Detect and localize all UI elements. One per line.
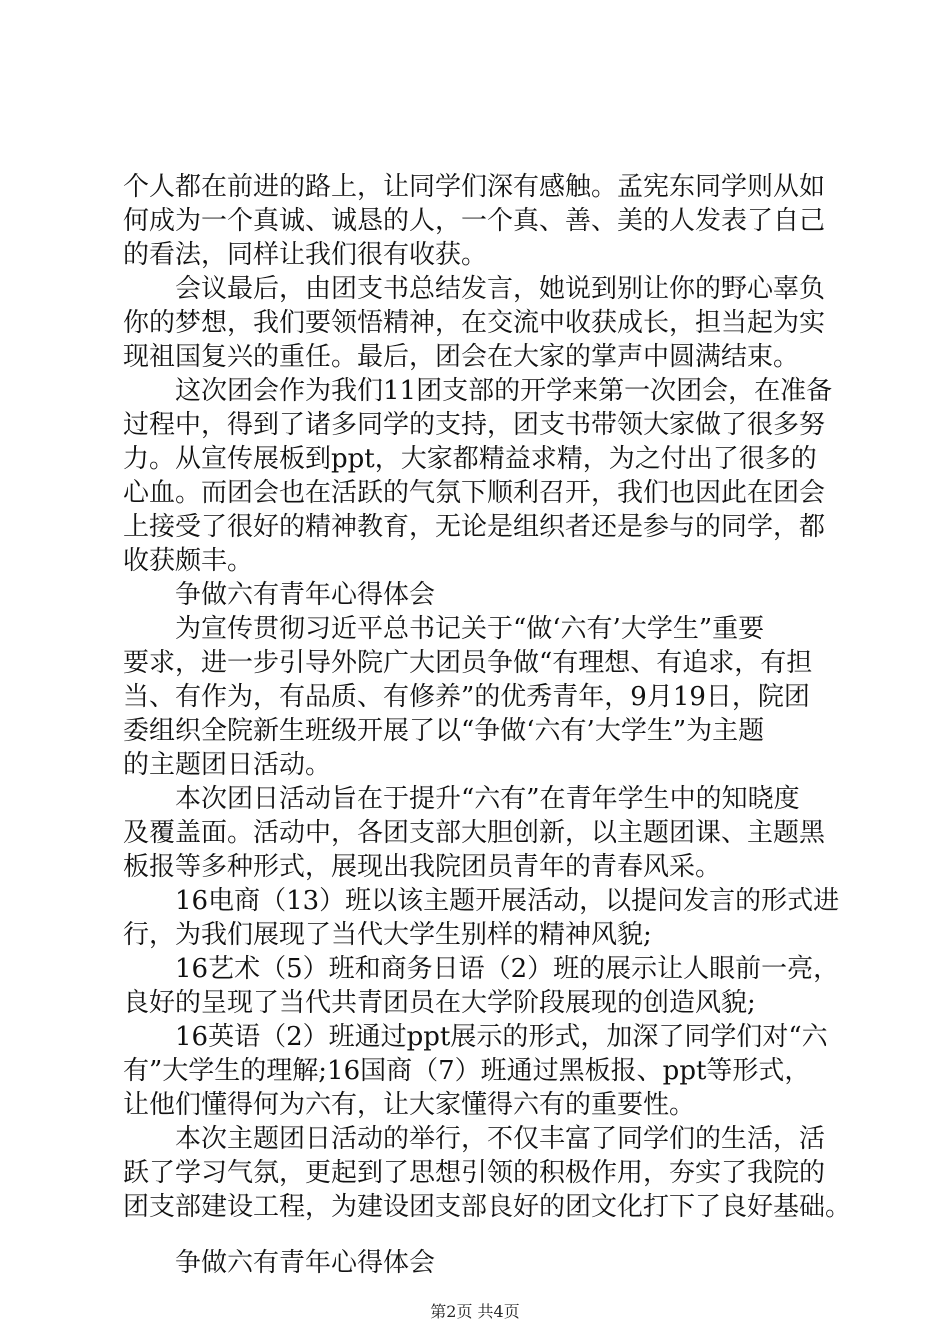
text-line: 现祖国复兴的重任。最后，团会在大家的掌声中圆满结束。 [123,342,800,372]
text-line: 要求，进一步引导外院广大团员争做“有理想、有追求，有担 [123,648,813,678]
text-line: 本次团日活动旨在于提升“六有”在青年学生中的知晓度 [175,784,800,814]
text-line: 为宣传贯彻习近平总书记关于“做‘六有’大学生”重要 [175,614,765,644]
text-line: 16英语（2）班通过ppt展示的形式，加深了同学们对“六 [175,1022,828,1052]
text-line: 良好的呈现了当代共青团员在大学阶段展现的创造风貌; [123,988,756,1018]
text-line: 让他们懂得何为六有，让大家懂得六有的重要性。 [123,1090,696,1120]
text-line: 的主题团日活动。 [123,750,332,780]
text-line: 行，为我们展现了当代大学生别样的精神风貌; [123,920,652,950]
text-line: 有”大学生的理解;16国商（7）班通过黑板报、ppt等形式， [123,1056,811,1086]
text-line: 上接受了很好的精神教育，无论是组织者还是参与的同学，都 [123,512,826,542]
section-heading: 争做六有青年心得体会 [175,1248,436,1278]
section-heading: 争做六有青年心得体会 [175,580,436,610]
text-line: 委组织全院新生班级开展了以“争做‘六有’大学生”为主题 [123,716,765,746]
text-line: 跃了学习气氛，更起到了思想引领的积极作用，夯实了我院的 [123,1158,826,1188]
text-line: 收获颇丰。 [123,546,254,576]
text-line: 会议最后，由团支书总结发言，她说到别让你的野心辜负 [175,274,826,304]
text-line: 16电商（13）班以该主题开展活动，以提问发言的形式进 [175,886,840,916]
text-line: 力。从宣传展板到ppt，大家都精益求精，为之付出了很多的 [123,444,817,474]
text-line: 何成为一个真诚、诚恳的人，一个真、善、美的人发表了自己 [123,206,826,236]
text-line: 过程中，得到了诸多同学的支持，团支书带领大家做了很多努 [123,410,826,440]
text-line: 及覆盖面。活动中，各团支部大胆创新，以主题团课、主题黑 [123,818,826,848]
text-line: 当、有作为，有品质、有修养”的优秀青年，9月19日，院团 [123,682,810,712]
text-line: 板报等多种形式，展现出我院团员青年的青春风采。 [123,852,722,882]
text-line: 这次团会作为我们11团支部的开学来第一次团会，在准备 [175,376,833,406]
text-line: 你的梦想，我们要领悟精神，在交流中收获成长，担当起为实 [123,308,826,338]
text-line: 16艺术（5）班和商务日语（2）班的展示让人眼前一亮， [175,954,840,984]
text-line: 心血。而团会也在活跃的气氛下顺利召开，我们也因此在团会 [123,478,826,508]
page-number-footer: 第2页 共4页 [430,1302,520,1321]
text-line: 团支部建设工程，为建设团支部良好的团文化打下了良好基础。 [123,1192,852,1222]
text-line: 的看法，同样让我们很有收获。 [123,240,488,270]
text-line: 个人都在前进的路上，让同学们深有感触。孟宪东同学则从如 [123,172,826,202]
text-line: 本次主题团日活动的举行，不仅丰富了同学们的生活，活 [175,1124,826,1154]
